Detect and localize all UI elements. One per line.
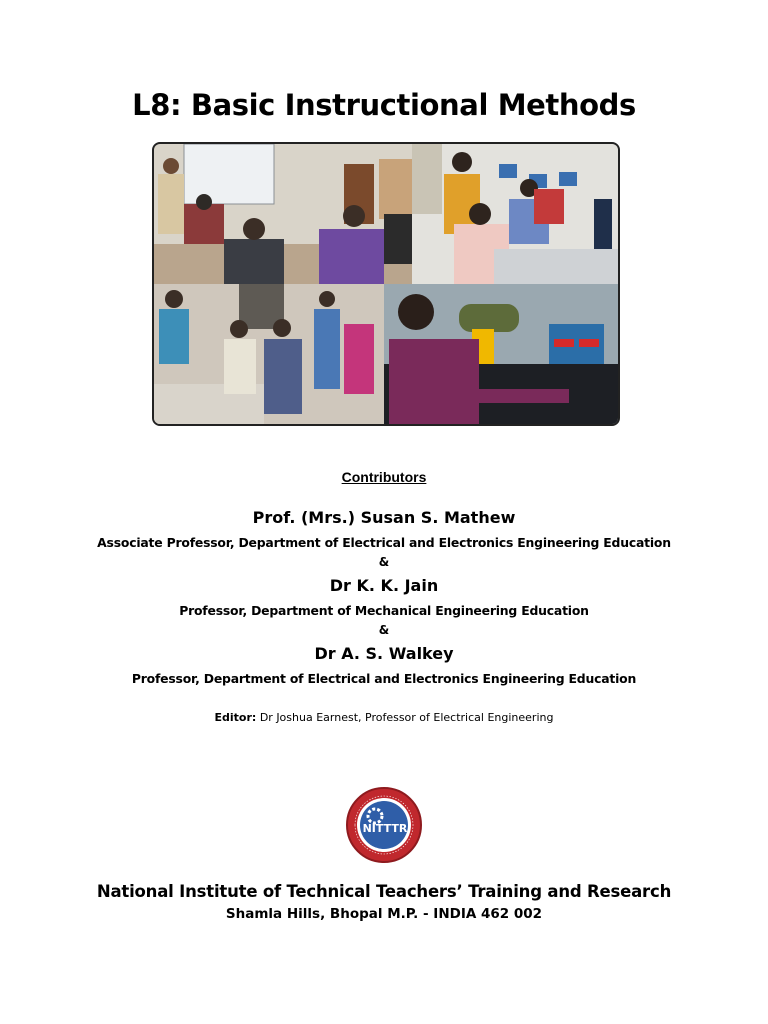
contributor-name: Dr K. K. Jain	[329, 576, 439, 595]
contributor-affiliation: Professor, Department of Electrical and Electronics Engineering Education	[131, 671, 637, 686]
contributor-affiliation: Associate Professor, Department of Electrical and Electronics Engineering Education	[97, 535, 671, 550]
editor-value: Dr Joshua Earnest, Professor of Electrical Engineering	[259, 711, 554, 724]
contributor-name: Dr A. S. Walkey	[314, 644, 454, 663]
institute-logo	[345, 786, 423, 864]
photo-collage	[152, 142, 620, 426]
logo-text: NITTTR	[362, 822, 408, 835]
editor-line	[0, 711, 768, 724]
contributor-affiliation: Professor, Department of Mechanical Engineering Education	[179, 603, 589, 618]
separator: &	[378, 555, 390, 569]
computer-lab-photo	[412, 144, 618, 284]
group-discussion-photo	[154, 284, 384, 424]
contributors-heading: Contributors	[341, 469, 427, 485]
institute-address: Shamla Hills, Bhopal M.P. - INDIA 462 002	[225, 906, 543, 922]
electronics-lab-photo	[384, 284, 618, 424]
document-title: L8: Basic Instructional Methods	[132, 88, 636, 122]
editor-label: Editor:	[214, 711, 257, 724]
classroom-photo	[154, 144, 412, 284]
separator: &	[378, 623, 390, 637]
institute-name: National Institute of Technical Teachers’ Training and Research	[96, 882, 672, 901]
contributor-name: Prof. (Mrs.) Susan S. Mathew	[252, 508, 516, 527]
